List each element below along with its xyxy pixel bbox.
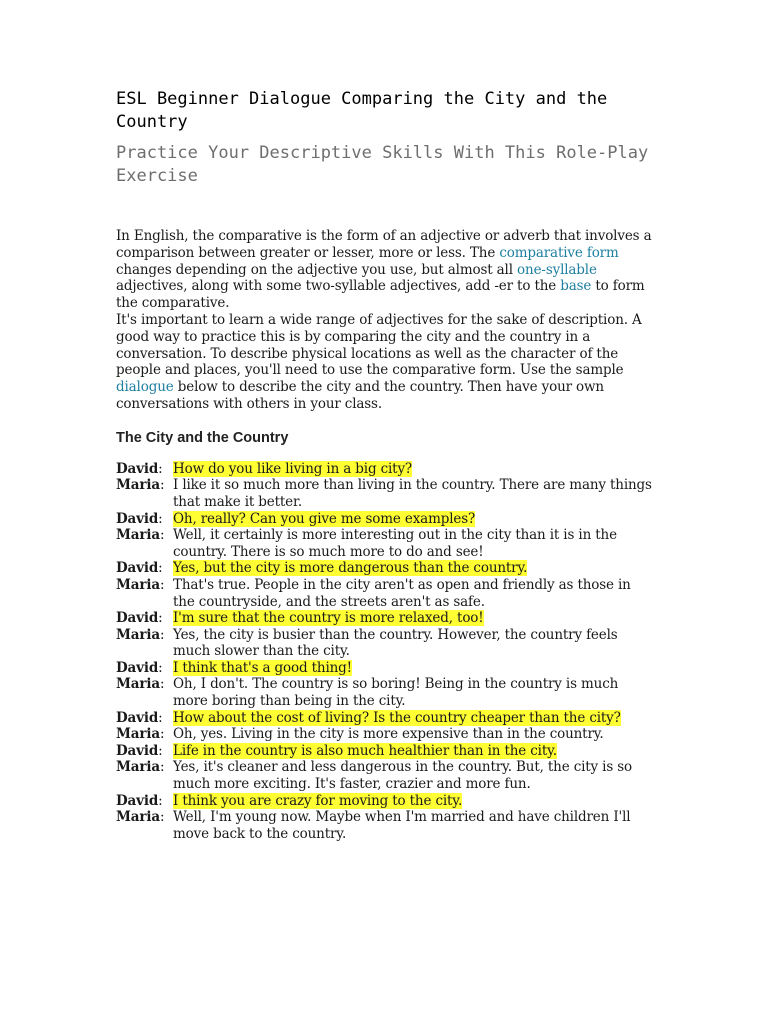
dialogue-line <box>116 676 656 709</box>
dialogue-line <box>116 610 656 627</box>
speech: That's true. People in the city aren't as open and friendly as those in the countryside, and the streets aren't as safe. <box>173 576 631 610</box>
speaker-name: David: <box>116 510 163 527</box>
speaker-name: Maria: <box>116 477 165 494</box>
speech-text <box>173 726 656 743</box>
speaker-name: Maria: <box>116 809 165 826</box>
speaker-name: David: <box>116 659 163 676</box>
intro-text: In English, the comparative is the form of an adjective or adverb that involves a comparison between greater or lesser, more or less. The <box>116 228 652 261</box>
intro-text: to form the comparative. <box>116 278 645 312</box>
intro-paragraph-1 <box>116 228 656 312</box>
highlighted-speech: I'm sure that the country is more relaxed, too! <box>173 610 484 627</box>
page-subtitle: Practice Your Descriptive Skills With This Role-Play Exercise <box>116 143 649 186</box>
dialogue-line <box>116 577 656 610</box>
dialogue-line <box>116 726 656 743</box>
speech: I like it so much more than living in the country. There are many things that make it better. <box>173 477 652 510</box>
speech-text <box>173 759 656 792</box>
speech-text <box>173 461 656 478</box>
page-title: ESL Beginner Dialogue Comparing the City and the Country <box>116 89 608 132</box>
speaker-name: Maria: <box>116 576 165 593</box>
speech-text <box>173 527 656 560</box>
speech-text <box>173 477 656 510</box>
article <box>116 88 656 842</box>
highlighted-speech: How about the cost of living? Is the country cheaper than the city? <box>173 709 621 726</box>
dialogue-line <box>116 793 656 810</box>
highlighted-speech: I think that's a good thing! <box>173 659 352 676</box>
speech-text <box>173 577 656 610</box>
speech-text <box>173 660 656 677</box>
highlighted-speech: How do you like living in a big city? <box>173 460 413 477</box>
dialogue-line <box>116 809 656 842</box>
speech-text <box>173 560 656 577</box>
speech: Oh, I don't. The country is so boring! Being in the country is much more boring than being in the city. <box>173 676 619 710</box>
speech: Yes, it's cleaner and less dangerous in the country. But, the city is so much more exciting. It's faster, crazier and more fun. <box>173 759 633 793</box>
dialogue-line <box>116 477 656 510</box>
speech-text <box>173 793 656 810</box>
highlighted-speech: I think you are crazy for moving to the city. <box>173 792 463 809</box>
speech-text <box>173 743 656 760</box>
speaker-name: Maria: <box>116 726 165 743</box>
speaker-name: David: <box>116 610 163 627</box>
speech-text <box>173 809 656 842</box>
speech-text <box>173 710 656 727</box>
highlighted-speech: Life in the country is also much healthier than in the city. <box>173 742 557 759</box>
dialogue-line <box>116 759 656 792</box>
speaker-name: Maria: <box>116 676 165 693</box>
speech-text <box>173 627 656 660</box>
dialogue-line <box>116 710 656 727</box>
link-one-syllable[interactable]: one-syllable <box>517 261 597 278</box>
link-dialogue[interactable]: dialogue <box>116 379 174 396</box>
speech-text <box>173 676 656 709</box>
dialogue-line <box>116 527 656 560</box>
speech: Well, it certainly is more interesting out in the city than it is in the country. There is so much more to do and see! <box>173 527 617 560</box>
intro-paragraph-2 <box>116 312 656 413</box>
dialogue <box>116 461 656 843</box>
speech-text <box>173 610 656 627</box>
link-comparative-form[interactable]: comparative form <box>499 244 619 261</box>
speech: Oh, yes. Living in the city is more expensive than in the country. <box>173 726 604 743</box>
dialogue-line <box>116 627 656 660</box>
speaker-name: Maria: <box>116 527 165 544</box>
intro-text: below to describe the city and the country. Then have your own conversations with others in your class. <box>116 379 604 412</box>
speaker-name: David: <box>116 560 163 577</box>
speaker-name: David: <box>116 460 163 477</box>
section-title: The City and the Country <box>116 429 289 446</box>
speaker-name: Maria: <box>116 626 165 643</box>
dialogue-line <box>116 743 656 760</box>
link-base[interactable]: base <box>560 278 592 295</box>
dialogue-line <box>116 560 656 577</box>
intro-text: It's important to learn a wide range of adjectives for the sake of description. A good way to practice this is by comparing the city and the country in a conversation. To describe physical locations as well as the character of the people and places, you'll need to use the comparative form. Use the sample <box>116 311 642 379</box>
speaker-name: Maria: <box>116 759 165 776</box>
highlighted-speech: Oh, really? Can you give me some examples? <box>173 510 476 527</box>
intro-text: adjectives, along with some two-syllable adjectives, add -er to the <box>116 278 561 295</box>
highlighted-speech: Yes, but the city is more dangerous than the country. <box>173 560 528 577</box>
speaker-name: David: <box>116 709 163 726</box>
intro-text: changes depending on the adjective you use, but almost all <box>116 261 518 278</box>
dialogue-line <box>116 660 656 677</box>
speech: Well, I'm young now. Maybe when I'm married and have children I'll move back to the country. <box>173 809 631 842</box>
speaker-name: David: <box>116 742 163 759</box>
dialogue-line <box>116 511 656 528</box>
speech-text <box>173 511 656 528</box>
speaker-name: David: <box>116 792 163 809</box>
dialogue-line <box>116 461 656 478</box>
speech: Yes, the city is busier than the country. However, the country feels much slower than the city. <box>173 626 618 660</box>
